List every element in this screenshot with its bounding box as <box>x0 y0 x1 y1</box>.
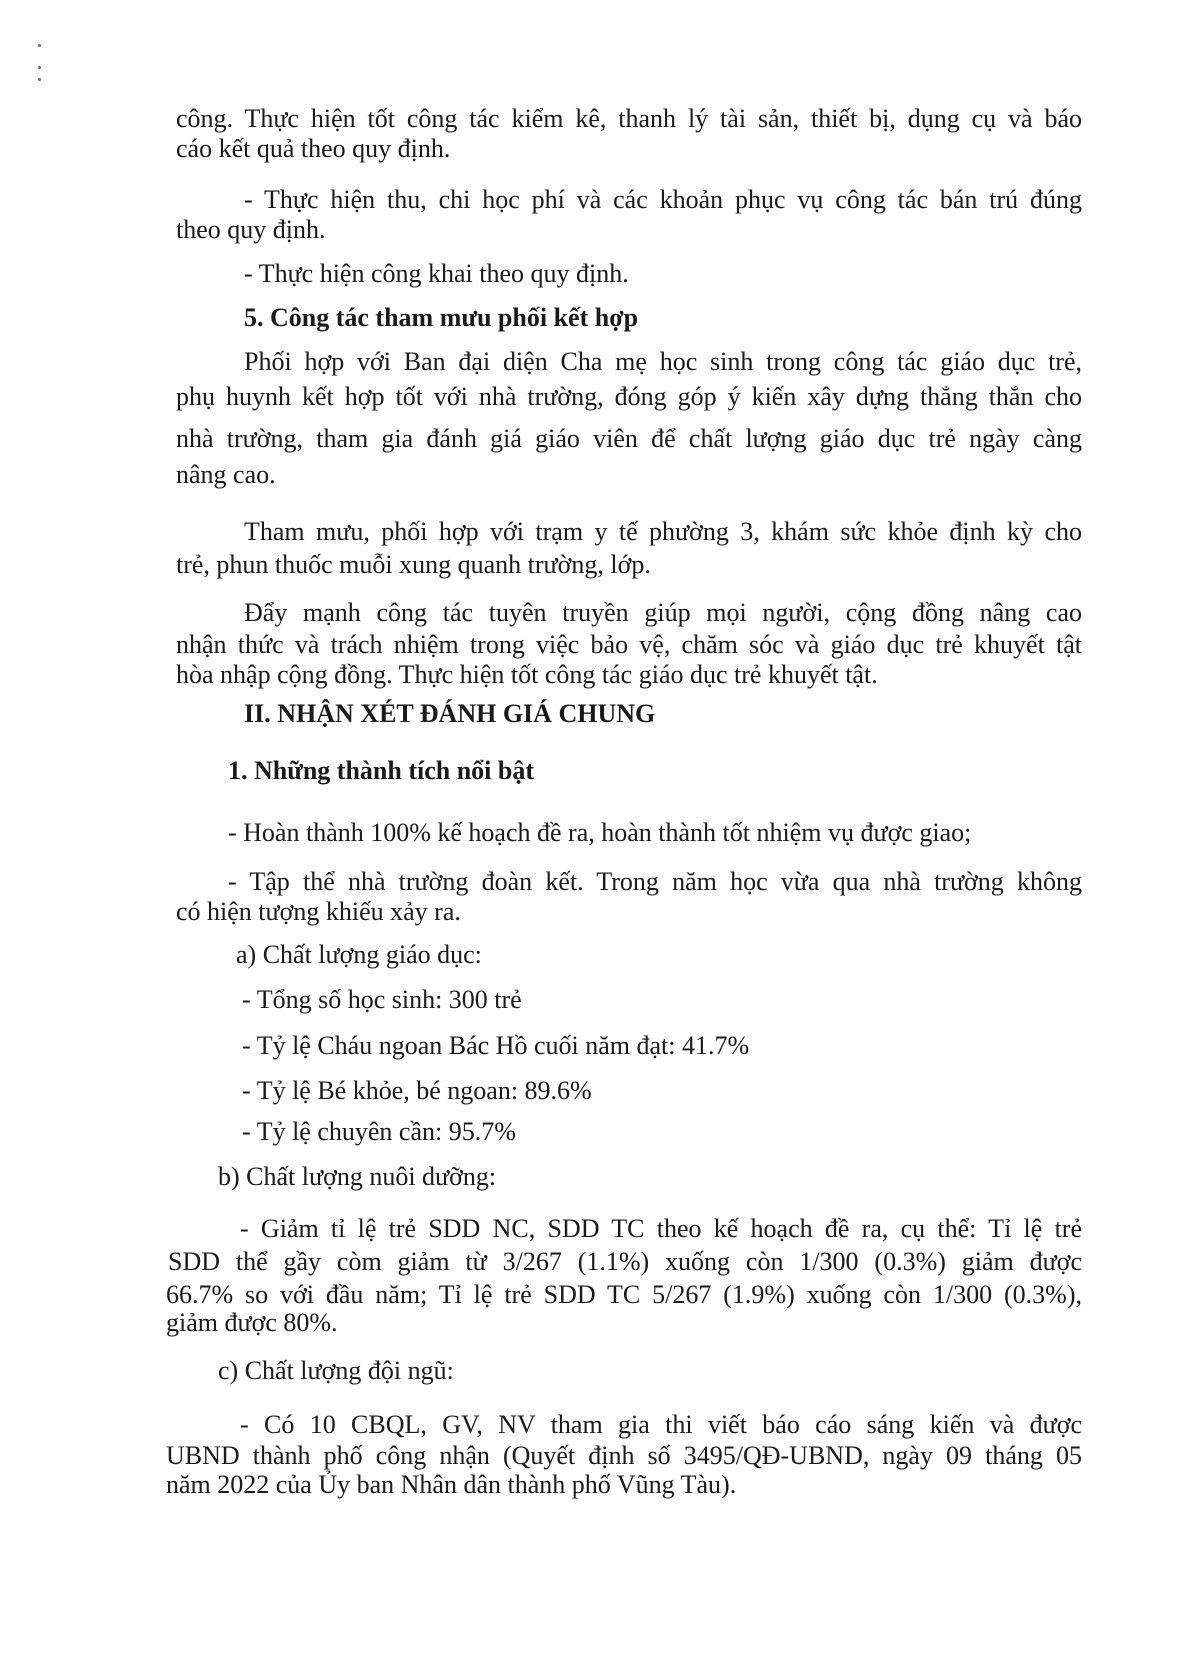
body-line: nhận thức và trách nhiệm trong việc bảo vệ, chăm sóc và giáo dục trẻ khuyết tật <box>176 630 1082 659</box>
subsection-heading: 1. Những thành tích nổi bật <box>228 756 535 785</box>
body-line: - Thực hiện thu, chi học phí và các khoản phục vụ công tác bán trú đúng <box>244 185 1082 214</box>
body-line: - Tập thể nhà trường đoàn kết. Trong năm học vừa qua nhà trường không <box>228 867 1082 896</box>
body-line: UBND thành phố công nhận (Quyết định số 3495/QĐ-UBND, ngày 09 tháng 05 <box>166 1441 1082 1470</box>
body-line: Tham mưu, phối hợp với trạm y tế phường 3, khám sức khỏe định kỳ cho <box>244 517 1082 546</box>
body-line: - Có 10 CBQL, GV, NV tham gia thi viết báo cáo sáng kiến và được <box>240 1410 1082 1439</box>
body-line: có hiện tượng khiếu xảy ra. <box>176 897 461 926</box>
list-item: - Tỷ lệ Cháu ngoan Bác Hồ cuối năm đạt: 41.7% <box>242 1031 750 1060</box>
body-line: - Giảm tỉ lệ trẻ SDD NC, SDD TC theo kế hoạch đề ra, cụ thể: Tỉ lệ trẻ <box>240 1214 1082 1243</box>
list-item: - Tỷ lệ Bé khỏe, bé ngoan: 89.6% <box>242 1076 592 1105</box>
body-line: Đẩy mạnh công tác tuyên truyền giúp mọi người, cộng đồng nâng cao <box>244 598 1082 627</box>
body-line: - Thực hiện công khai theo quy định. <box>244 259 629 288</box>
list-heading: c) Chất lượng đội ngũ: <box>218 1356 454 1385</box>
body-line: 66.7% so với đầu năm; Tỉ lệ trẻ SDD TC 5/267 (1.9%) xuống còn 1/300 (0.3%), <box>166 1280 1082 1309</box>
body-line: công. Thực hiện tốt công tác kiểm kê, thanh lý tài sản, thiết bị, dụng cụ và báo <box>176 104 1082 133</box>
scan-mark <box>38 44 41 47</box>
section-heading: 5. Công tác tham mưu phối kết hợp <box>244 303 639 332</box>
body-line: nâng cao. <box>176 460 276 489</box>
body-line: hòa nhập cộng đồng. Thực hiện tốt công tác giáo dục trẻ khuyết tật. <box>176 660 878 689</box>
list-item: - Tỷ lệ chuyên cần: 95.7% <box>242 1117 516 1146</box>
body-line: SDD thể gầy còm giảm từ 3/267 (1.1%) xuống còn 1/300 (0.3%) giảm được <box>168 1247 1082 1276</box>
body-line: trẻ, phun thuốc muỗi xung quanh trường, lớp. <box>176 550 651 579</box>
section-heading: II. NHẬN XÉT ĐÁNH GIÁ CHUNG <box>244 699 656 728</box>
body-line: năm 2022 của Ủy ban Nhân dân thành phố Vũng Tàu). <box>166 1470 737 1499</box>
scan-mark <box>38 66 41 69</box>
body-line: giảm được 80%. <box>166 1308 338 1337</box>
list-heading: a) Chất lượng giáo dục: <box>236 940 482 969</box>
body-line: theo quy định. <box>176 215 326 244</box>
body-line: cáo kết quả theo quy định. <box>176 134 451 163</box>
list-heading: b) Chất lượng nuôi dưỡng: <box>218 1162 497 1191</box>
list-item: - Tổng số học sinh: 300 trẻ <box>242 985 522 1014</box>
body-line: nhà trường, tham gia đánh giá giáo viên để chất lượng giáo dục trẻ ngày càng <box>176 424 1082 453</box>
body-line: Phối hợp với Ban đại diện Cha mẹ học sinh trong công tác giáo dục trẻ, <box>244 347 1082 376</box>
scan-mark <box>38 78 41 81</box>
body-line: phụ huynh kết hợp tốt với nhà trường, đóng góp ý kiến xây dựng thẳng thắn cho <box>176 382 1082 411</box>
body-line: - Hoàn thành 100% kế hoạch đề ra, hoàn thành tốt nhiệm vụ được giao; <box>228 818 972 847</box>
